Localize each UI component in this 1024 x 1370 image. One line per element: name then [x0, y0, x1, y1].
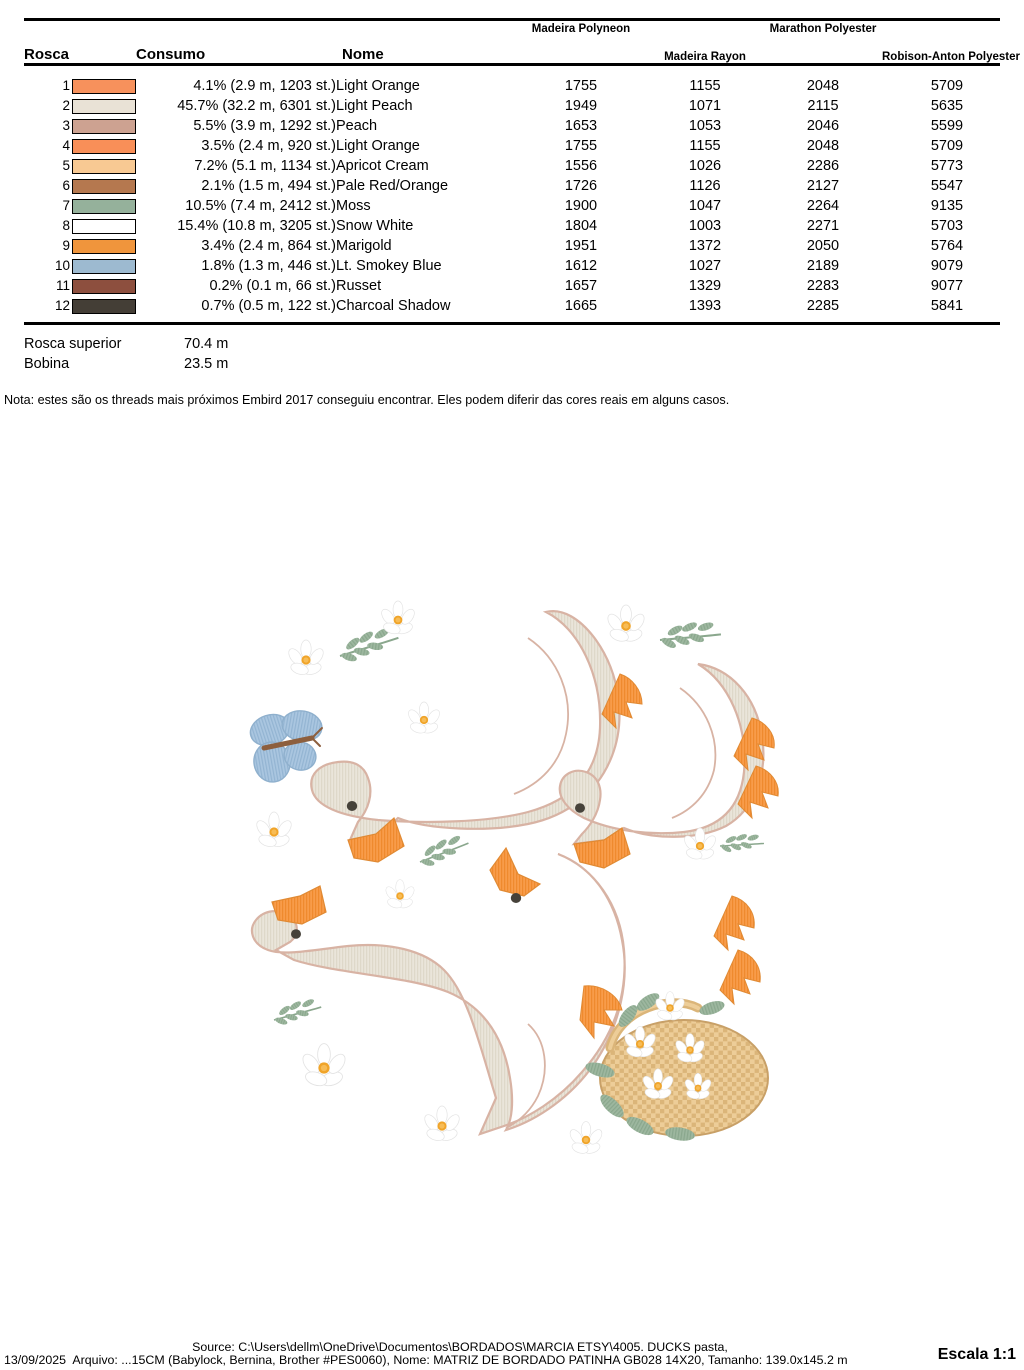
thread-swatch-cell: [24, 216, 136, 236]
total-upper-thread-row: [24, 334, 228, 354]
total-bobbin-label: Bobina: [24, 356, 70, 372]
thread-code-robison-anton: 5841: [930, 298, 964, 314]
thread-consumption: 1.8% (1.3 m, 446 st.): [201, 258, 336, 274]
thread-color-swatch: [72, 259, 136, 274]
table-row: [24, 236, 1012, 256]
thread-color-swatch: [72, 139, 136, 154]
thread-color-swatch: [72, 199, 136, 214]
column-header-madeira-rayon: Madeira Rayon: [664, 51, 746, 63]
thread-name: Snow White: [336, 218, 414, 234]
thread-code-robison-anton: 5709: [930, 138, 964, 154]
thread-consumption: 4.1% (2.9 m, 1203 st.): [193, 78, 336, 94]
thread-code-marathon-polyester: 2286: [806, 158, 840, 174]
thread-code-madeira-rayon: 1053: [688, 118, 722, 134]
thread-code-marathon-polyester: 2283: [806, 278, 840, 294]
thread-color-swatch: [72, 239, 136, 254]
thread-table: [24, 21, 1021, 63]
thread-swatch-cell: [24, 76, 136, 96]
thread-code-marathon-polyester: 2264: [806, 198, 840, 214]
total-bobbin-value: 23.5 m: [184, 356, 229, 372]
totals-block: [24, 334, 228, 374]
thread-consumption: 5.5% (3.9 m, 1292 st.): [193, 118, 336, 134]
eye-icon: [291, 929, 301, 939]
thread-index: 7: [62, 198, 70, 214]
thread-code-madeira-rayon: 1329: [688, 278, 722, 294]
total-bobbin-row: [24, 354, 228, 374]
thread-name: Moss: [336, 198, 371, 214]
thread-code-robison-anton: 9077: [930, 278, 964, 294]
thread-code-marathon-polyester: 2271: [806, 218, 840, 234]
thread-color-swatch: [72, 159, 136, 174]
thread-name: Peach: [336, 118, 378, 134]
thread-name: Light Orange: [336, 78, 420, 94]
column-header-rosca: Rosca: [24, 46, 70, 63]
table-row: [24, 216, 1012, 236]
thread-code-marathon-polyester: 2046: [806, 118, 840, 134]
thread-code-madeira-rayon: 1372: [688, 238, 722, 254]
thread-swatch-cell: [24, 256, 136, 276]
table-row: [24, 136, 1012, 156]
page-footer: [0, 1340, 1024, 1370]
thread-code-madeira-rayon: 1003: [688, 218, 722, 234]
thread-index: 6: [62, 178, 70, 194]
thread-code-robison-anton: 5599: [930, 118, 964, 134]
thread-code-robison-anton: 5709: [930, 78, 964, 94]
eye-icon: [511, 893, 521, 903]
thread-index: 2: [62, 98, 70, 114]
thread-swatch-cell: [24, 296, 136, 316]
thread-index: 8: [62, 218, 70, 234]
thread-code-robison-anton: 5773: [930, 158, 964, 174]
thread-swatch-cell: [24, 276, 136, 296]
table-row: [24, 96, 1012, 116]
thread-consumption: 0.2% (0.1 m, 66 st.): [209, 278, 336, 294]
thread-color-swatch: [72, 299, 136, 314]
thread-consumption: 3.4% (2.4 m, 864 st.): [201, 238, 336, 254]
thread-color-swatch: [72, 99, 136, 114]
eye-icon: [575, 803, 585, 813]
thread-consumption: 0.7% (0.5 m, 122 st.): [201, 298, 336, 314]
thread-index: 1: [62, 78, 70, 94]
thread-index: 3: [62, 118, 70, 134]
thread-code-marathon-polyester: 2285: [806, 298, 840, 314]
thread-color-swatch: [72, 79, 136, 94]
thread-code-madeira-rayon: 1027: [688, 258, 722, 274]
thread-swatch-cell: [24, 96, 136, 116]
thread-code-madeira-polyneon: 1755: [564, 78, 598, 94]
thread-swatch-cell: [24, 116, 136, 136]
table-header-row: [24, 21, 1012, 63]
table-bottom-rule: [24, 322, 1000, 325]
thread-code-madeira-polyneon: 1900: [564, 198, 598, 214]
thread-consumption: 15.4% (10.8 m, 3205 st.): [177, 218, 336, 234]
thread-code-madeira-polyneon: 1755: [564, 138, 598, 154]
thread-index: 5: [62, 158, 70, 174]
thread-code-robison-anton: 5703: [930, 218, 964, 234]
footer-source-path: Source: C:\Users\dellm\OneDrive\Documentos\BORDADOS\MARCIA ETSY\4005. DUCKS pasta,: [192, 1340, 728, 1354]
table-row: [24, 196, 1012, 216]
thread-swatch-cell: [24, 136, 136, 156]
thread-consumption: 45.7% (32.2 m, 6301 st.): [177, 98, 336, 114]
thread-code-marathon-polyester: 2115: [807, 98, 839, 114]
thread-code-robison-anton: 5547: [930, 178, 964, 194]
thread-swatch-cell: [24, 236, 136, 256]
table-row: [24, 116, 1012, 136]
thread-name: Charcoal Shadow: [336, 298, 451, 314]
thread-code-marathon-polyester: 2050: [806, 238, 840, 254]
thread-code-marathon-polyester: 2048: [806, 78, 840, 94]
thread-color-swatch: [72, 119, 136, 134]
column-header-nome: Nome: [342, 46, 384, 63]
eye-icon: [347, 801, 357, 811]
footer-scale-label: Escala 1:1: [937, 1346, 1016, 1363]
thread-code-madeira-rayon: 1071: [688, 98, 722, 114]
thread-code-robison-anton: 5764: [930, 238, 964, 254]
thread-code-madeira-rayon: 1026: [688, 158, 722, 174]
thread-code-robison-anton: 9079: [930, 258, 964, 274]
column-header-robison-anton-polyester: Robison-Anton Polyester: [882, 51, 1021, 63]
thread-code-madeira-polyneon: 1556: [564, 158, 598, 174]
thread-code-madeira-polyneon: 1612: [564, 258, 598, 274]
thread-index: 10: [54, 258, 70, 274]
footer-date: 13/09/2025: [4, 1353, 67, 1367]
thread-code-madeira-rayon: 1393: [688, 298, 722, 314]
table-row: [24, 296, 1012, 316]
thread-index: 4: [62, 138, 70, 154]
embroidery-design-preview: [228, 578, 812, 1178]
thread-color-swatch: [72, 179, 136, 194]
thread-table-container: [24, 18, 1021, 325]
total-upper-thread-label: Rosca superior: [24, 336, 122, 352]
thread-code-robison-anton: 9135: [930, 198, 964, 214]
thread-code-madeira-rayon: 1155: [689, 138, 721, 154]
footer-file-info: Arquivo: ...15CM (Babylock, Bernina, Brother #PES0060), Nome: MATRIZ DE BORDADO PATINHA GB028 14X20, Tamanho: 139.0x145.2 m: [72, 1353, 848, 1367]
table-row: [24, 276, 1012, 296]
thread-code-madeira-polyneon: 1653: [564, 118, 598, 134]
thread-consumption: 10.5% (7.4 m, 2412 st.): [185, 198, 336, 214]
table-row: [24, 256, 1012, 276]
thread-index: 12: [54, 298, 70, 314]
thread-code-robison-anton: 5635: [930, 98, 964, 114]
thread-code-madeira-polyneon: 1949: [564, 98, 598, 114]
column-header-consumo: Consumo: [136, 46, 206, 63]
thread-index: 9: [62, 238, 70, 254]
thread-code-madeira-rayon: 1047: [688, 198, 722, 214]
thread-swatch-cell: [24, 196, 136, 216]
table-body-spacer: [24, 66, 1012, 76]
thread-consumption: 2.1% (1.5 m, 494 st.): [201, 178, 336, 194]
thread-code-madeira-rayon: 1155: [689, 78, 721, 94]
thread-code-marathon-polyester: 2127: [806, 178, 840, 194]
thread-code-madeira-polyneon: 1657: [564, 278, 598, 294]
thread-name: Russet: [336, 278, 382, 294]
thread-table-body: [24, 66, 1012, 316]
thread-consumption: 3.5% (2.4 m, 920 st.): [201, 138, 336, 154]
table-row: [24, 76, 1012, 96]
thread-name: Apricot Cream: [336, 158, 429, 174]
thread-code-marathon-polyester: 2048: [806, 138, 840, 154]
thread-name: Marigold: [336, 238, 392, 254]
table-row: [24, 156, 1012, 176]
thread-code-madeira-polyneon: 1951: [564, 238, 598, 254]
thread-swatch-cell: [24, 176, 136, 196]
thread-color-swatch: [72, 219, 136, 234]
thread-code-madeira-polyneon: 1726: [564, 178, 598, 194]
thread-code-madeira-polyneon: 1665: [564, 298, 598, 314]
thread-name: Light Peach: [336, 98, 413, 114]
table-row: [24, 176, 1012, 196]
thread-code-marathon-polyester: 2189: [806, 258, 840, 274]
thread-code-madeira-polyneon: 1804: [564, 218, 598, 234]
thread-note-text: Nota: estes são os threads mais próximos Embird 2017 conseguiu encontrar. Eles podem diferir das cores reais em alguns casos.: [4, 393, 730, 407]
column-header-madeira-polyneon: Madeira Polyneon: [531, 23, 631, 35]
thread-swatch-cell: [24, 156, 136, 176]
thread-code-madeira-rayon: 1126: [689, 178, 721, 194]
thread-name: Light Orange: [336, 138, 420, 154]
thread-index: 11: [55, 278, 70, 294]
thread-name: Pale Red/Orange: [336, 178, 449, 194]
total-upper-thread-value: 70.4 m: [184, 336, 229, 352]
thread-color-swatch: [72, 279, 136, 294]
thread-name: Lt. Smokey Blue: [336, 258, 442, 274]
column-header-marathon-polyester: Marathon Polyester: [769, 23, 877, 35]
thread-consumption: 7.2% (5.1 m, 1134 st.): [194, 158, 336, 174]
